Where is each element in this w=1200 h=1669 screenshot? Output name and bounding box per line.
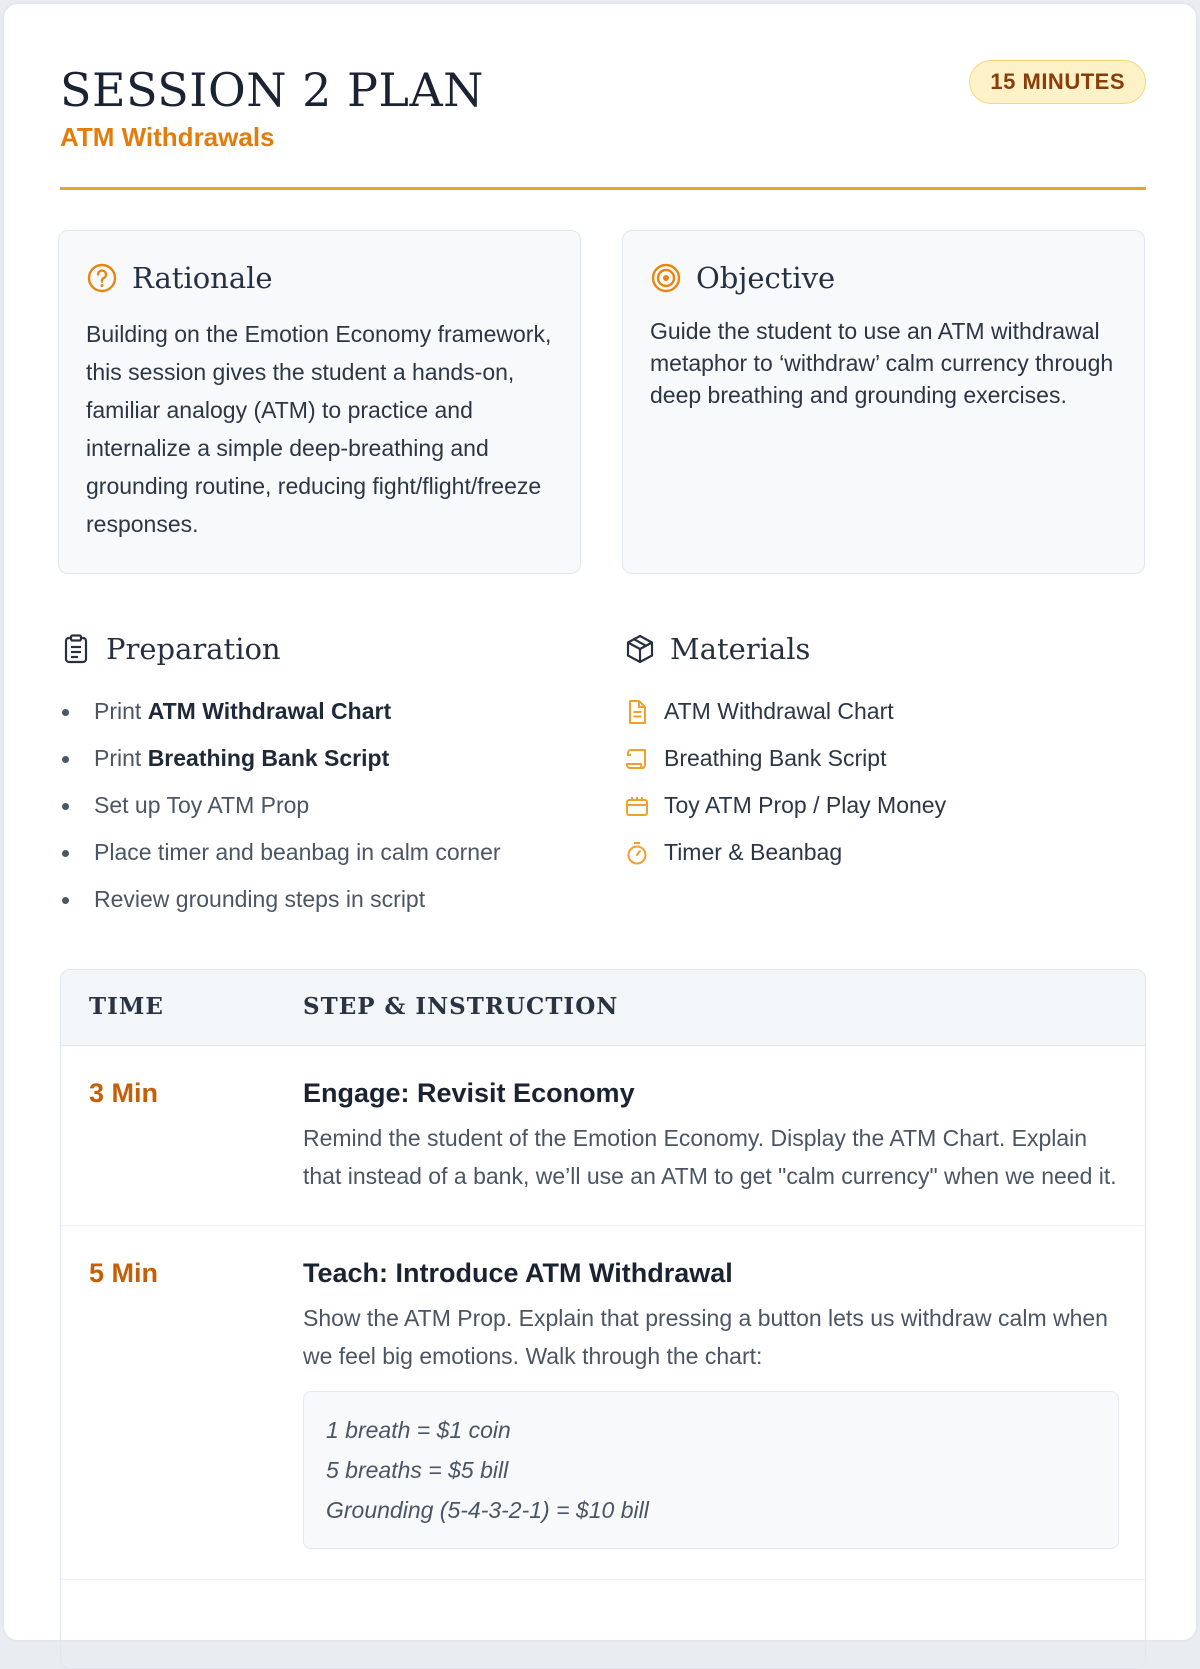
clipboard-icon <box>60 633 92 665</box>
table-row <box>61 1226 1145 1580</box>
step-text: Show the ATM Prop. Explain that pressing a button lets us withdraw calm when we feel big emotions. Walk through the chart: <box>303 1305 1108 1369</box>
step-time: 3 Min <box>89 1078 159 1108</box>
page-title: SESSION 2 PLAN <box>60 63 484 117</box>
scroll-icon <box>624 746 650 772</box>
step-column-header: STEP & INSTRUCTION <box>303 993 619 1020</box>
rationale-text: Building on the Emotion Economy framework, this session gives the student a hands-on, familiar analogy (ATM) to practice and internalize a simple deep-breathing and grounding routine, reducing fight/flight/freeze responses. <box>86 321 552 537</box>
session-plan-page <box>2 2 1198 1642</box>
material-label: Toy ATM Prop / Play Money <box>664 792 947 818</box>
step-title: Engage: Revisit Economy <box>303 1078 635 1108</box>
materials-list <box>624 688 1144 876</box>
table-row <box>61 1046 1145 1226</box>
rationale-title: Rationale <box>132 261 273 295</box>
chart-line: 1 breath = $1 coin <box>326 1417 511 1443</box>
material-label: Timer & Beanbag <box>664 839 843 865</box>
material-label: Breathing Bank Script <box>664 745 887 771</box>
objective-card <box>622 230 1145 574</box>
duration-badge: 15 MINUTES <box>969 60 1146 104</box>
materials-title: Materials <box>670 632 811 666</box>
rationale-card <box>58 230 581 574</box>
page-header <box>60 62 1146 190</box>
target-icon <box>650 262 682 294</box>
document-icon <box>624 699 650 725</box>
preparation-title: Preparation <box>106 632 281 666</box>
prep-item: Place timer and beanbag in calm corner <box>60 829 580 876</box>
timer-icon <box>624 840 650 866</box>
step-title: Teach: Introduce ATM Withdrawal <box>303 1258 733 1288</box>
step-text: Remind the student of the Emotion Economy. Display the ATM Chart. Explain that instead of a bank, we’ll use an ATM to get "calm currency" when we need it. <box>303 1125 1117 1189</box>
prep-item: Print Breathing Bank Script <box>60 735 580 782</box>
material-item <box>624 688 1144 735</box>
step-time: 5 Min <box>89 1258 159 1288</box>
materials-section <box>624 632 1144 876</box>
chart-line: 5 breaths = $5 bill <box>326 1457 509 1483</box>
material-label: ATM Withdrawal Chart <box>664 698 894 724</box>
prep-item: Print ATM Withdrawal Chart <box>60 688 580 735</box>
material-item <box>624 782 1144 829</box>
objective-text: Guide the student to use an ATM withdrawal metaphor to ‘withdraw’ calm currency through deep breathing and grounding exercises. <box>650 318 1114 408</box>
material-item <box>624 735 1144 782</box>
page-subtitle: ATM Withdrawals <box>60 122 275 152</box>
preparation-section <box>60 632 580 923</box>
briefcase-icon <box>624 793 650 819</box>
question-circle-icon <box>86 262 118 294</box>
table-header <box>61 970 1145 1046</box>
chart-line: Grounding (5-4-3-2-1) = $10 bill <box>326 1497 649 1523</box>
time-column-header: TIME <box>89 993 164 1020</box>
preparation-list <box>60 688 580 923</box>
box-icon <box>624 633 656 665</box>
material-item <box>624 829 1144 876</box>
prep-item: Set up Toy ATM Prop <box>60 782 580 829</box>
withdrawal-chart-box <box>303 1391 1119 1549</box>
schedule-table <box>60 969 1146 1669</box>
prep-item: Review grounding steps in script <box>60 876 580 923</box>
objective-title: Objective <box>696 261 836 295</box>
